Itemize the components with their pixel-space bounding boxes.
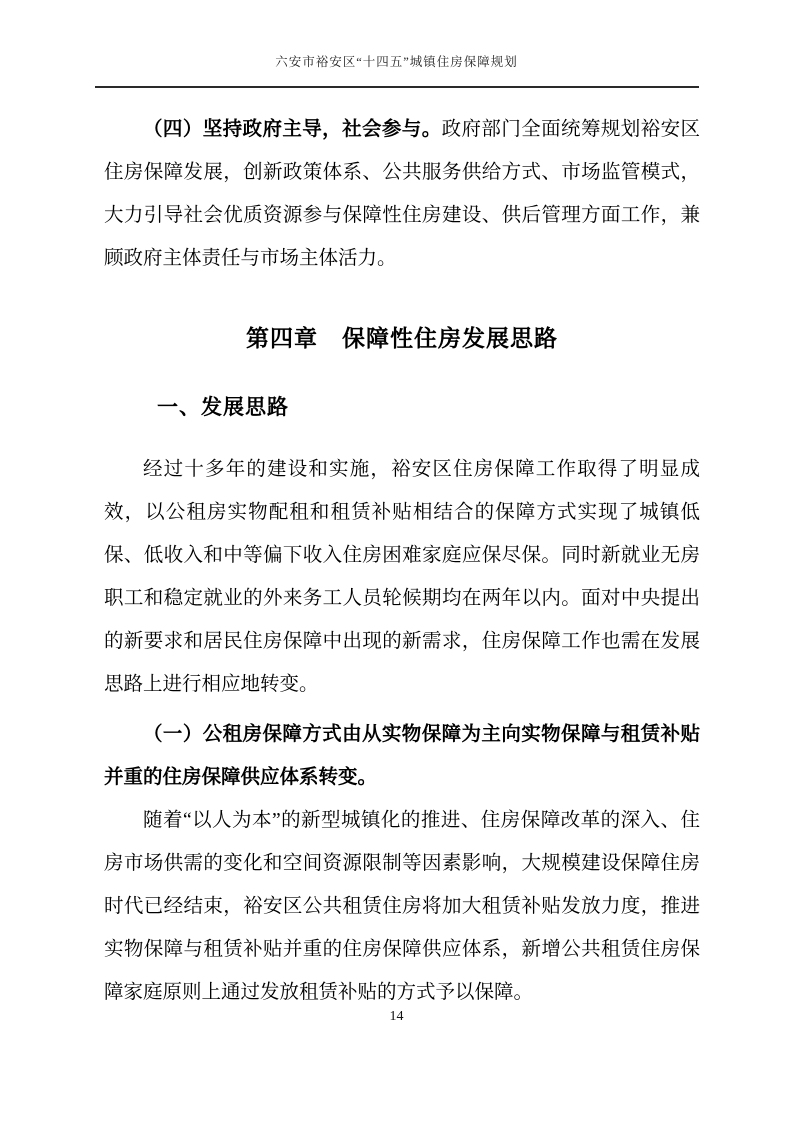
page-header <box>95 0 699 71</box>
paragraph-transition-detail: 随着“以人为本”的新型城镇化的推进、住房保障改革的深入、住房市场供需的变化和空间资源限制等因素影响，大规模建设保障住房时代已经结束，裕安区公共租赁住房将加大租赁补贴发放力度，推进实物保障与租赁补贴并重的住房保障供应体系，新增公共租赁住房保障家庭原则上通过发放租赁补贴的方式予以保障。 <box>104 810 700 1003</box>
header-title: 六安市裕安区“十四五”城镇住房保障规划 <box>275 55 518 69</box>
subsection-heading-1: （一）公租房保障方式由从实物保障为主向实物保障与租赁补贴并重的住房保障供应体系转变。 <box>104 724 700 788</box>
paragraph-principle-4 <box>104 108 700 280</box>
paragraph-development-overview: 经过十多年的建设和实施，裕安区住房保障工作取得了明显成效，以公租房实物配租和租赁补贴相结合的保障方式实现了城镇低保、低收入和中等偏下收入住房困难家庭应保尽保。同时新就业无房职工和稳定就业的外来务工人员轮候期均在两年以内。面对中央提出的新要求和居民住房保障中出现的新需求，住房保障工作也需在发展思路上进行相应地转变。 <box>104 459 700 695</box>
document-body <box>104 108 700 1014</box>
page-number: 14 <box>389 1009 404 1024</box>
paragraph-lead-bold: （四）坚持政府主导，社会参与。 <box>143 119 442 140</box>
section-heading: 一、发展思路 <box>157 396 289 419</box>
header-rule <box>95 86 699 88</box>
paragraph-text: 政府部门全面统筹规划裕安区住房保障发展，创新政策体系、公共服务供给方式、市场监管模式，大力引导社会优质资源参与保障性住房建设、供后管理方面工作，兼顾政府主体责任与市场主体活力。 <box>104 119 700 269</box>
chapter-title: 第四章 保障性住房发展思路 <box>246 325 558 351</box>
